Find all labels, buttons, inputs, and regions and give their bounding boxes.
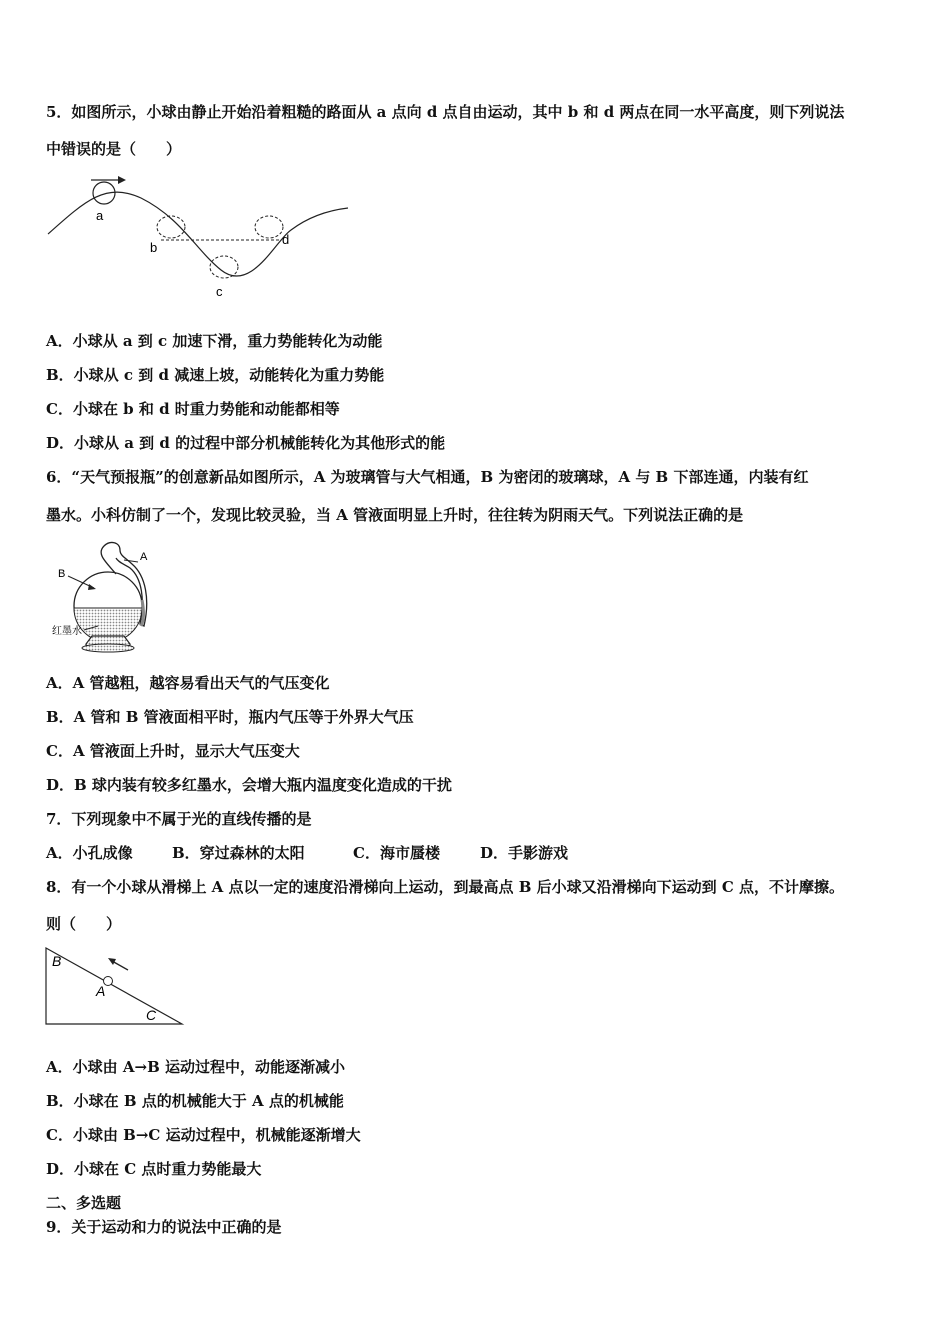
q9-stem: 9．关于运动和力的说法中正确的是 (46, 1218, 282, 1236)
q6-stem-line2: 墨水。小科仿制了一个，发现比较灵验，当 A 管液面明显上升时，往往转为阴雨天气。下列说法正确的是 (46, 506, 744, 524)
q8-label-C: C (146, 1007, 157, 1023)
q5-option-a: A．小球从 a 到 c 加速下滑，重力势能转化为动能 (46, 332, 383, 350)
q8-option-b: B．小球在 B 点的机械能大于 A 点的机械能 (46, 1092, 344, 1110)
q6-option-c: C．A 管液面上升时，显示大气压变大 (46, 742, 300, 760)
q6-option-d: D．B 球内装有较多红墨水，会增大瓶内温度变化造成的干扰 (46, 776, 452, 794)
q8-option-a: A．小球由 A→B 运动过程中，动能逐渐减小 (46, 1058, 345, 1076)
section2-title: 二、多选题 (46, 1194, 122, 1212)
q8-option-c: C．小球由 B→C 运动过程中，机械能逐渐增大 (46, 1126, 361, 1144)
q5-label-d: d (282, 232, 290, 247)
q8-stem-line1: 8．有一个小球从滑梯上 A 点以一定的速度沿滑梯向上运动，到最高点 B 后小球又沿滑梯向下运动到 C 点，不计摩擦。 (46, 878, 845, 896)
q8-stem-line2: 则（ ） (46, 915, 122, 933)
q5-label-b: b (150, 240, 158, 255)
q8-option-d: D．小球在 C 点时重力势能最大 (46, 1160, 262, 1178)
q6-weather-bottle-figure (46, 540, 176, 660)
q7-option-c: C．海市蜃楼 (353, 844, 440, 862)
q5-option-d: D．小球从 a 到 d 的过程中部分机械能转化为其他形式的能 (46, 434, 446, 452)
q5-track-figure (46, 170, 356, 300)
q5-option-c: C．小球在 b 和 d 时重力势能和动能都相等 (46, 400, 340, 418)
q5-stem-line2: 中错误的是（ ） (46, 140, 182, 158)
q8-label-B: B (52, 953, 62, 969)
q8-slide-figure (44, 946, 189, 1028)
q5-stem-line1: 5．如图所示，小球由静止开始沿着粗糙的路面从 a 点向 d 点自由运动，其中 b 和 d 两点在同一水平高度，则下列说法 (46, 103, 845, 121)
q6-option-a: A．A 管越粗，越容易看出天气的气压变化 (46, 674, 330, 692)
q6-label-A: A (140, 551, 148, 563)
q7-option-a: A．小孔成像 (46, 844, 133, 862)
q8-label-A: A (96, 983, 106, 999)
q6-stem-line1: 6．“天气预报瓶”的创意新品如图所示，A 为玻璃管与大气相通，B 为密闭的玻璃球，A 与 B 下部连通，内装有红 (46, 468, 809, 486)
q5-label-a: a (96, 208, 104, 223)
q5-label-c: c (216, 284, 223, 299)
q7-option-b: B．穿过森林的太阳 (172, 844, 305, 862)
q6-label-ink: 红墨水 (52, 626, 82, 637)
q7-stem: 7．下列现象中不属于光的直线传播的是 (46, 810, 312, 828)
q6-option-b: B．A 管和 B 管液面相平时，瓶内气压等于外界大气压 (46, 708, 414, 726)
q7-option-d: D．手影游戏 (480, 844, 569, 862)
q5-option-b: B．小球从 c 到 d 减速上坡，动能转化为重力势能 (46, 366, 385, 384)
q6-label-B: B (58, 568, 66, 580)
